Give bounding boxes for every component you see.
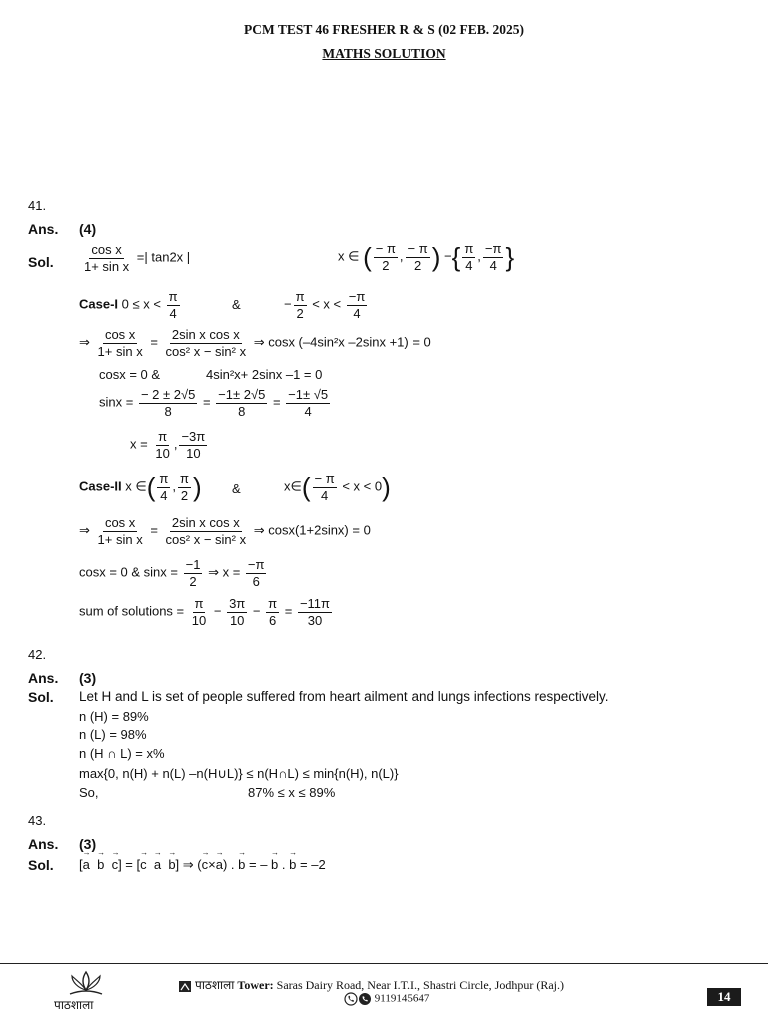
case-1-x: x = $\frac{\pi}{10}$ , $\frac{-3\pi}{10}$ — [130, 429, 206, 461]
sol-label-43: Sol. — [28, 857, 54, 873]
case-1-line: Case-I 0 ≤ x < $\frac{\pi}{4}$ — [79, 289, 178, 321]
case-1-step-2a: cosx = 0 & — [99, 367, 161, 382]
equation-main: $\frac{\text{cos x}}{\text{1+ sin x}}$ =| tan2x | — [84, 242, 191, 274]
phone-icon — [344, 992, 358, 1006]
sum-of-solutions: sum of solutions = $\frac{\pi}{10}$ − $\frac{3\pi}{10}$ − $\frac{\pi}{6}$ = $\frac{-11\pi}{30}$ — [79, 596, 330, 628]
case-2-range-b: x∈( $\frac{- \pi}{4}$ < x < 0) — [284, 471, 391, 503]
ans-value-43: (3) — [79, 836, 97, 852]
q42-line-4: n (H ∩ L) = x% — [79, 746, 165, 761]
ans-label-42: Ans. — [28, 670, 59, 686]
question-number-43: 43. — [28, 813, 47, 828]
whatsapp-icon — [358, 992, 372, 1006]
footer-phone: 9119145647 — [344, 992, 429, 1006]
ampersand-1: & — [232, 297, 241, 312]
question-number-42: 42. — [28, 647, 47, 662]
q42-line-3: n (L) = 98% — [79, 727, 147, 742]
q42-line-6a: So, — [79, 785, 99, 800]
page-title: PCM TEST 46 FRESHER R & S (02 FEB. 2025) — [243, 22, 525, 37]
q42-line-1: Let H and L is set of people suffered from heart ailment and lungs infections respectively. — [79, 689, 609, 704]
ans-value-42: (3) — [79, 670, 97, 686]
ans-value-41: (4) — [79, 221, 97, 237]
case-1-step-1: ⇒ $\frac{\text{cos x}}{\text{1+ sin x}}$ = $\frac{\text{2sin x cos x}}{\text{cos² x − sin² x}}$ ⇒ cosx (–4sin²x –2sinx +1) = 0 — [79, 327, 431, 359]
ampersand-2: & — [232, 481, 241, 496]
case-2-step-2: cosx = 0 & sinx = $\frac{-1}{2}$ ⇒ x = $\frac{-\pi}{6}$ — [79, 557, 265, 589]
q43-equation: [a → b → c →] = [c → a → b →] ⇒ (c →×a →) . b → = – b → . b → = –2 — [79, 857, 326, 873]
case-1-range-b: − $\frac{\pi}{2}$ < x < $\frac{-\pi}{4}$ — [284, 289, 366, 321]
page-number: 14 — [707, 988, 741, 1006]
ans-label-43: Ans. — [28, 836, 59, 852]
q42-line-2: n (H) = 89% — [79, 709, 149, 724]
case-2-step-1: ⇒ $\frac{\text{cos x}}{\text{1+ sin x}}$ = $\frac{\text{2sin x cos x}}{\text{cos² x − sin² x}}$ ⇒ cosx(1+2sinx) = 0 — [79, 515, 371, 547]
brand-logo-text: पाठशाला — [54, 998, 94, 1012]
footer-address: पाठशाला Tower: Saras Dairy Road, Near I.T.I., Shastri Circle, Jodhpur (Raj.) — [178, 976, 564, 993]
sol-label-42: Sol. — [28, 689, 54, 705]
case-1-sinx: sinx = $\frac{- 2 \pm 2√5}{8}$ = $\frac{-1\pm 2√5}{8}$ = $\frac{-1\pm √5}{4}$ — [99, 387, 329, 419]
domain-expression: x ∈ ( $\frac{- \pi}{2}$ , $\frac{- \pi}{2}$ ) −{ $\frac{\pi}{4}$ , $\frac{-\pi}{4}$ } — [338, 241, 515, 273]
page-subtitle: MATHS SOLUTION — [322, 46, 446, 61]
question-number-41: 41. — [28, 198, 47, 213]
case-1-step-2b: 4sin²x+ 2sinx –1 = 0 — [206, 367, 323, 382]
footer-divider — [0, 963, 768, 964]
q42-line-6b: 87% ≤ x ≤ 89% — [248, 785, 336, 800]
case-2-line: Case-II x ∈( $\frac{\pi}{4}$ , $\frac{\pi}{2}$ ) — [79, 471, 202, 503]
ans-label-41: Ans. — [28, 221, 59, 237]
building-icon — [178, 979, 192, 993]
q42-line-5: max{0, n(H) + n(L) –n(H∪L)} ≤ n(H∩L) ≤ min{n(H), n(L)} — [79, 766, 399, 781]
sol-label-41: Sol. — [28, 254, 54, 270]
